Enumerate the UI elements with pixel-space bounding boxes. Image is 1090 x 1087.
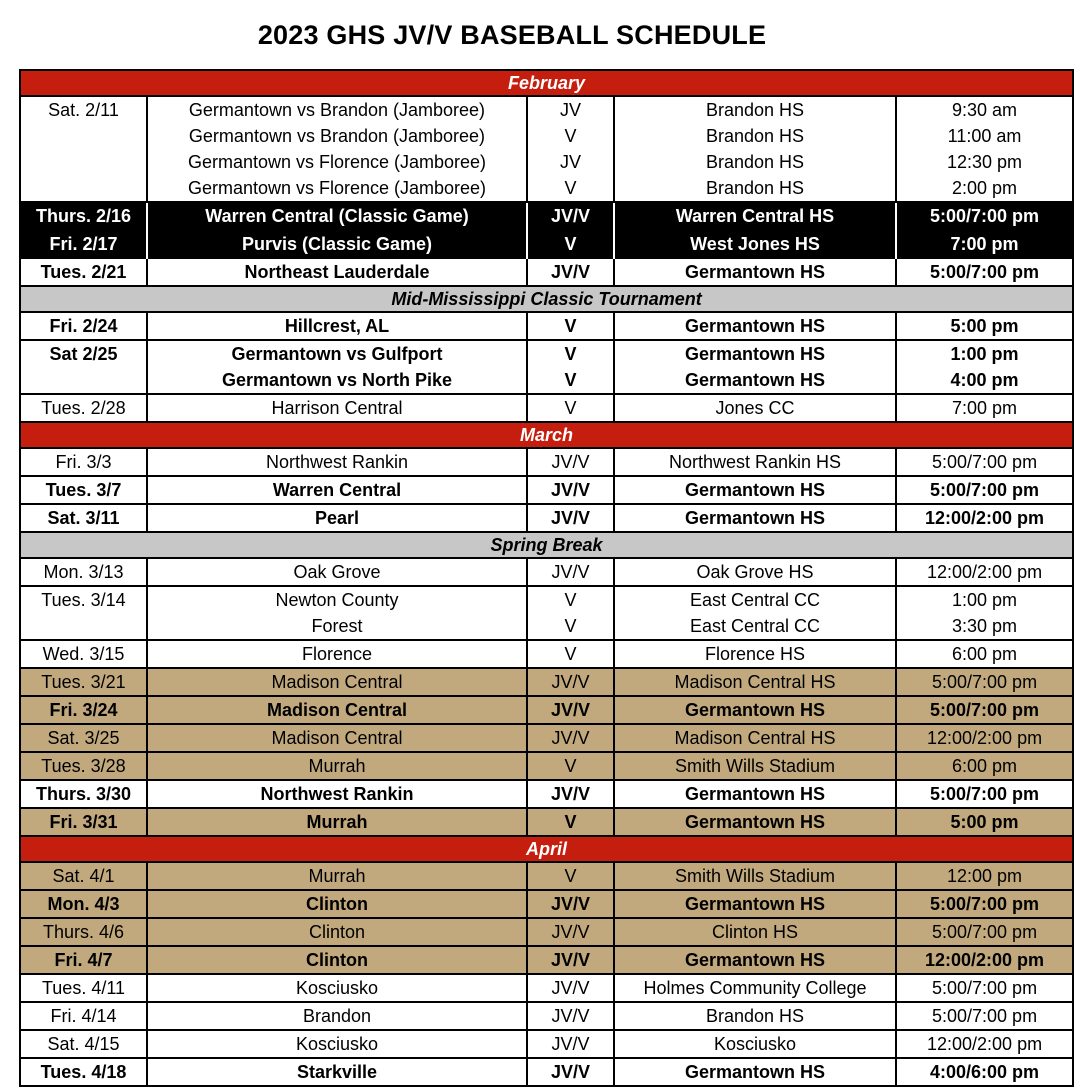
game-level-line: V [564, 590, 577, 610]
game-opponent-line: Forest [311, 616, 363, 636]
game-row [20, 696, 1073, 724]
month-header [20, 836, 1073, 862]
page-title: 2023 GHS JV/V BASEBALL SCHEDULE [257, 20, 767, 50]
game-location-line: Germantown HS [684, 344, 826, 364]
game-row [20, 448, 1073, 476]
schedule-table [19, 69, 1074, 1087]
game-location: Germantown HS [614, 890, 896, 918]
game-location: West Jones HS [614, 230, 896, 258]
game-date: Fri. 3/24 [20, 696, 147, 724]
game-level-line: V [564, 370, 577, 390]
section-label: Spring Break [20, 532, 1073, 558]
game-date: Mon. 3/13 [20, 558, 147, 586]
game-row [20, 312, 1073, 340]
game-row [20, 202, 1073, 230]
game-date: Tues. 2/28 [20, 394, 147, 422]
game-date: Tues. 2/21 [20, 258, 147, 286]
game-opponent: Murrah [147, 808, 527, 836]
game-time: 5:00/7:00 pm [896, 448, 1073, 476]
game-opponent-line: Germantown vs Florence (Jamboree) [187, 152, 487, 172]
game-level: V [527, 862, 614, 890]
game-level: JV/V [527, 448, 614, 476]
game-opponent: Pearl [147, 504, 527, 532]
game-time: 7:00 pm [896, 230, 1073, 258]
game-date: Tues. 3/14 [20, 586, 147, 640]
game-location [614, 586, 896, 640]
game-opponent-line: Germantown vs North Pike [221, 370, 453, 390]
game-opponent [147, 96, 527, 202]
game-date: Fri. 3/3 [20, 448, 147, 476]
game-level-line: V [564, 178, 577, 198]
game-date: Mon. 4/3 [20, 890, 147, 918]
game-time: 6:00 pm [896, 752, 1073, 780]
game-time-line: 3:30 pm [952, 616, 1018, 636]
game-time-line: 9:30 am [952, 100, 1018, 120]
game-opponent [147, 340, 527, 394]
game-opponent-line: Newton County [275, 590, 399, 610]
game-opponent: Hillcrest, AL [147, 312, 527, 340]
game-location-line: East Central CC [689, 616, 821, 636]
game-level: JV/V [527, 504, 614, 532]
game-date: Thurs. 2/16 [20, 202, 147, 230]
game-row [20, 668, 1073, 696]
game-opponent: Murrah [147, 752, 527, 780]
game-opponent-line: Germantown vs Brandon (Jamboree) [188, 100, 486, 120]
game-time: 12:00 pm [896, 862, 1073, 890]
game-date: Sat. 4/1 [20, 862, 147, 890]
schedule-body [20, 70, 1073, 1086]
game-location-line: Brandon HS [705, 152, 805, 172]
game-opponent-line: Germantown vs Florence (Jamboree) [187, 178, 487, 198]
game-location: Madison Central HS [614, 724, 896, 752]
game-row [20, 476, 1073, 504]
game-level: V [527, 312, 614, 340]
game-location: Germantown HS [614, 258, 896, 286]
game-level-line: JV [559, 100, 581, 120]
game-level: JV/V [527, 1030, 614, 1058]
game-row [20, 946, 1073, 974]
game-location-line: Brandon HS [705, 100, 805, 120]
game-opponent: Madison Central [147, 696, 527, 724]
game-opponent: Northwest Rankin [147, 448, 527, 476]
game-location: Clinton HS [614, 918, 896, 946]
game-row [20, 890, 1073, 918]
game-opponent: Kosciusko [147, 1030, 527, 1058]
game-location: Jones CC [614, 394, 896, 422]
game-opponent: Northeast Lauderdale [147, 258, 527, 286]
game-row [20, 1030, 1073, 1058]
game-time: 5:00/7:00 pm [896, 780, 1073, 808]
game-level: V [527, 230, 614, 258]
section-label: Mid-Mississippi Classic Tournament [20, 286, 1073, 312]
game-time: 7:00 pm [896, 394, 1073, 422]
game-row [20, 258, 1073, 286]
game-date: Fri. 3/31 [20, 808, 147, 836]
game-time: 5:00/7:00 pm [896, 890, 1073, 918]
game-date: Wed. 3/15 [20, 640, 147, 668]
game-row [20, 780, 1073, 808]
game-time: 12:00/2:00 pm [896, 558, 1073, 586]
game-row [20, 394, 1073, 422]
game-time: 5:00/7:00 pm [896, 202, 1073, 230]
game-location: Warren Central HS [614, 202, 896, 230]
game-time: 5:00/7:00 pm [896, 476, 1073, 504]
game-date: Tues. 3/7 [20, 476, 147, 504]
game-location: Kosciusko [614, 1030, 896, 1058]
game-location: Oak Grove HS [614, 558, 896, 586]
game-opponent: Madison Central [147, 668, 527, 696]
game-opponent: Harrison Central [147, 394, 527, 422]
section-label: February [20, 70, 1073, 96]
game-location-line: Brandon HS [705, 126, 805, 146]
game-opponent: Clinton [147, 890, 527, 918]
game-date: Fri. 4/14 [20, 1002, 147, 1030]
month-header [20, 422, 1073, 448]
game-opponent: Starkville [147, 1058, 527, 1086]
game-level: JV/V [527, 202, 614, 230]
game-date: Tues. 3/28 [20, 752, 147, 780]
game-level-line: V [564, 344, 577, 364]
game-level: JV/V [527, 258, 614, 286]
game-location: Germantown HS [614, 696, 896, 724]
game-row [20, 752, 1073, 780]
game-level: V [527, 394, 614, 422]
game-location: Madison Central HS [614, 668, 896, 696]
game-level: V [527, 640, 614, 668]
game-opponent [147, 586, 527, 640]
game-level: V [527, 808, 614, 836]
game-location: Northwest Rankin HS [614, 448, 896, 476]
game-location-line: Germantown HS [684, 370, 826, 390]
section-label: April [20, 836, 1073, 862]
game-row [20, 558, 1073, 586]
game-time: 5:00 pm [896, 312, 1073, 340]
game-location: Smith Wills Stadium [614, 862, 896, 890]
game-time-line: 11:00 am [947, 126, 1022, 146]
game-opponent: Clinton [147, 918, 527, 946]
game-location: Germantown HS [614, 780, 896, 808]
game-location: Germantown HS [614, 946, 896, 974]
game-time: 12:00/2:00 pm [896, 724, 1073, 752]
game-date: Fri. 4/7 [20, 946, 147, 974]
game-row [20, 1002, 1073, 1030]
game-time [896, 96, 1073, 202]
game-opponent: Kosciusko [147, 974, 527, 1002]
game-opponent: Brandon [147, 1002, 527, 1030]
game-location: Germantown HS [614, 808, 896, 836]
game-time [896, 586, 1073, 640]
game-row [20, 808, 1073, 836]
game-date: Sat. 4/15 [20, 1030, 147, 1058]
game-row [20, 974, 1073, 1002]
game-date: Sat. 2/11 [20, 96, 147, 202]
game-location: Germantown HS [614, 312, 896, 340]
game-level: JV/V [527, 974, 614, 1002]
game-location: Germantown HS [614, 1058, 896, 1086]
game-date: Tues. 4/11 [20, 974, 147, 1002]
game-location [614, 96, 896, 202]
game-time: 12:00/2:00 pm [896, 1030, 1073, 1058]
game-row [20, 862, 1073, 890]
game-location: Smith Wills Stadium [614, 752, 896, 780]
game-level: V [527, 752, 614, 780]
game-opponent: Madison Central [147, 724, 527, 752]
game-row [20, 918, 1073, 946]
game-time-line: 1:00 pm [952, 590, 1018, 610]
game-opponent: Northwest Rankin [147, 780, 527, 808]
game-date: Sat 2/25 [20, 340, 147, 394]
game-time: 5:00/7:00 pm [896, 1002, 1073, 1030]
game-time-line: 4:00 pm [950, 370, 1019, 390]
game-level [527, 586, 614, 640]
game-row [20, 1058, 1073, 1086]
section-label: March [20, 422, 1073, 448]
game-row [20, 96, 1073, 202]
game-row [20, 340, 1073, 394]
game-level: JV/V [527, 724, 614, 752]
month-header [20, 286, 1073, 312]
game-level-line: V [564, 126, 577, 146]
game-location: Germantown HS [614, 476, 896, 504]
game-time-line: 1:00 pm [950, 344, 1019, 364]
month-header [20, 70, 1073, 96]
game-location-line: Brandon HS [705, 178, 805, 198]
game-time: 5:00 pm [896, 808, 1073, 836]
game-location: Germantown HS [614, 504, 896, 532]
game-row [20, 724, 1073, 752]
game-level [527, 340, 614, 394]
game-opponent: Florence [147, 640, 527, 668]
game-location: Holmes Community College [614, 974, 896, 1002]
game-level: JV/V [527, 1002, 614, 1030]
game-level: JV/V [527, 1058, 614, 1086]
game-opponent: Purvis (Classic Game) [147, 230, 527, 258]
game-level: JV/V [527, 558, 614, 586]
game-row [20, 640, 1073, 668]
game-opponent: Clinton [147, 946, 527, 974]
game-date: Thurs. 3/30 [20, 780, 147, 808]
game-level: JV/V [527, 780, 614, 808]
game-row [20, 230, 1073, 258]
game-time: 5:00/7:00 pm [896, 696, 1073, 724]
game-date: Tues. 3/21 [20, 668, 147, 696]
game-location: Brandon HS [614, 1002, 896, 1030]
game-date: Tues. 4/18 [20, 1058, 147, 1086]
game-time: 5:00/7:00 pm [896, 668, 1073, 696]
game-opponent: Murrah [147, 862, 527, 890]
game-time: 6:00 pm [896, 640, 1073, 668]
game-time: 4:00/6:00 pm [896, 1058, 1073, 1086]
game-opponent-line: Germantown vs Brandon (Jamboree) [188, 126, 486, 146]
game-time-line: 2:00 pm [952, 178, 1018, 198]
game-location-line: East Central CC [689, 590, 821, 610]
game-date: Fri. 2/17 [20, 230, 147, 258]
game-level: JV/V [527, 918, 614, 946]
game-location [614, 340, 896, 394]
game-level: JV/V [527, 946, 614, 974]
month-header [20, 532, 1073, 558]
game-level: JV/V [527, 890, 614, 918]
game-date: Sat. 3/11 [20, 504, 147, 532]
game-date: Sat. 3/25 [20, 724, 147, 752]
game-time [896, 340, 1073, 394]
game-opponent: Oak Grove [147, 558, 527, 586]
game-date: Fri. 2/24 [20, 312, 147, 340]
game-opponent-line: Germantown vs Gulfport [231, 344, 443, 364]
game-time: 12:00/2:00 pm [896, 946, 1073, 974]
game-time: 5:00/7:00 pm [896, 918, 1073, 946]
game-level [527, 96, 614, 202]
game-location: Florence HS [614, 640, 896, 668]
game-row [20, 586, 1073, 640]
game-time: 5:00/7:00 pm [896, 974, 1073, 1002]
game-opponent: Warren Central [147, 476, 527, 504]
game-level-line: JV [559, 152, 581, 172]
game-row [20, 504, 1073, 532]
game-level: JV/V [527, 476, 614, 504]
game-level: JV/V [527, 668, 614, 696]
game-time: 5:00/7:00 pm [896, 258, 1073, 286]
game-level: JV/V [527, 696, 614, 724]
game-level-line: V [564, 616, 577, 636]
game-time-line: 12:30 pm [947, 152, 1023, 172]
game-date: Thurs. 4/6 [20, 918, 147, 946]
game-time: 12:00/2:00 pm [896, 504, 1073, 532]
game-opponent: Warren Central (Classic Game) [147, 202, 527, 230]
